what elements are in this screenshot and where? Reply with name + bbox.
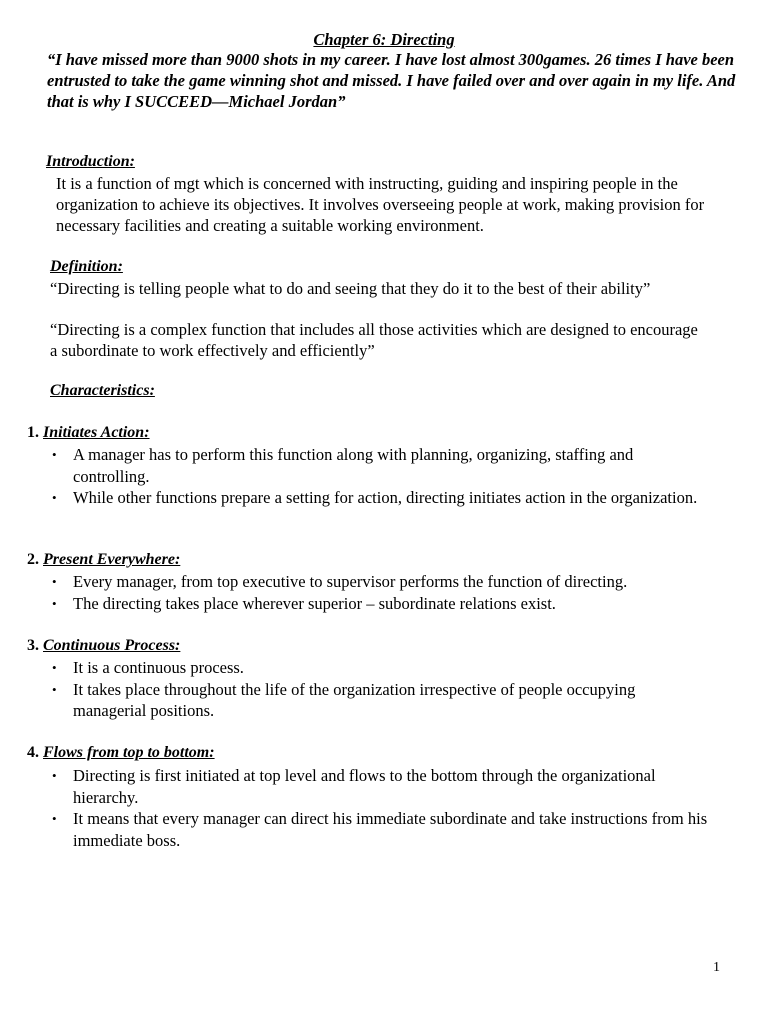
introduction-heading: Introduction:: [46, 153, 135, 170]
list-item: • A manager has to perform this function along with planning, organizing, staffing and controlling.: [52, 445, 634, 486]
characteristic-label: Initiates Action:: [43, 424, 150, 441]
list-item: • Every manager, from top executive to supervisor performs the function of directing.: [52, 572, 628, 591]
bullet-icon: •: [52, 490, 57, 505]
list-item: • It takes place throughout the life of the organization irrespective of people occupying managerial positions.: [52, 679, 636, 720]
bullet-icon: •: [52, 447, 57, 462]
characteristic-label: Continuous Process:: [43, 637, 181, 654]
characteristic-bullets-3: [48, 657, 708, 722]
characteristic-heading-4: [27, 744, 215, 762]
bullet-icon: •: [52, 811, 57, 826]
introduction-text: It is a function of mgt which is concerned with instructing, guiding and inspiring people in the organization to achieve its objectives. It involves overseeing people at work, making provision for necessary facilities and creating a suitable working environment.: [56, 174, 705, 235]
definition-quote-2: “Directing is a complex function that includes all those activities which are designed to encourage a subordinate to work effectively and efficiently”: [50, 320, 698, 360]
characteristic-heading-2: [27, 551, 180, 569]
characteristic-heading-3: [27, 637, 180, 655]
list-item: • The directing takes place wherever superior – subordinate relations exist.: [52, 593, 556, 613]
characteristic-bullets-1: [48, 444, 708, 509]
characteristic-label: Flows from top to bottom:: [43, 744, 215, 761]
opening-quote: “I have missed more than 9000 shots in my career. I have lost almost 300games. 26 times I have been entrusted to take the game winning shot and missed. I have failed over and over again in my life. And that is why I SUCCEED—Michael Jordan”: [47, 50, 736, 111]
characteristic-number: 2.: [27, 551, 39, 568]
list-item: • It is a continuous process.: [52, 658, 244, 677]
chapter-title: Chapter 6: Directing: [313, 30, 455, 49]
list-item: • It means that every manager can direct his immediate subordinate and take instructions from his immediate boss.: [52, 809, 708, 850]
page-number: 1: [713, 960, 720, 975]
bullet-icon: •: [52, 595, 57, 611]
characteristic-heading-1: [27, 424, 150, 442]
bullet-icon: •: [52, 768, 57, 783]
bullet-icon: •: [52, 574, 57, 589]
characteristic-bullets-2: [48, 571, 708, 614]
characteristic-number: 4.: [27, 744, 39, 761]
definition-quote-1: “Directing is telling people what to do and seeing that they do it to the best of their ability”: [50, 279, 651, 298]
list-item: • Directing is first initiated at top level and flows to the bottom through the organizational hierarchy.: [52, 766, 656, 807]
characteristic-label: Present Everywhere:: [43, 551, 181, 568]
bullet-icon: •: [52, 660, 57, 675]
characteristic-number: 3.: [27, 637, 39, 654]
definition-heading: Definition:: [50, 258, 123, 275]
characteristics-heading: Characteristics:: [50, 382, 155, 399]
bullet-icon: •: [52, 681, 57, 697]
characteristic-bullets-4: [48, 765, 708, 851]
list-item: • While other functions prepare a setting for action, directing initiates action in the organization.: [52, 488, 698, 507]
characteristic-number: 1.: [27, 424, 39, 441]
